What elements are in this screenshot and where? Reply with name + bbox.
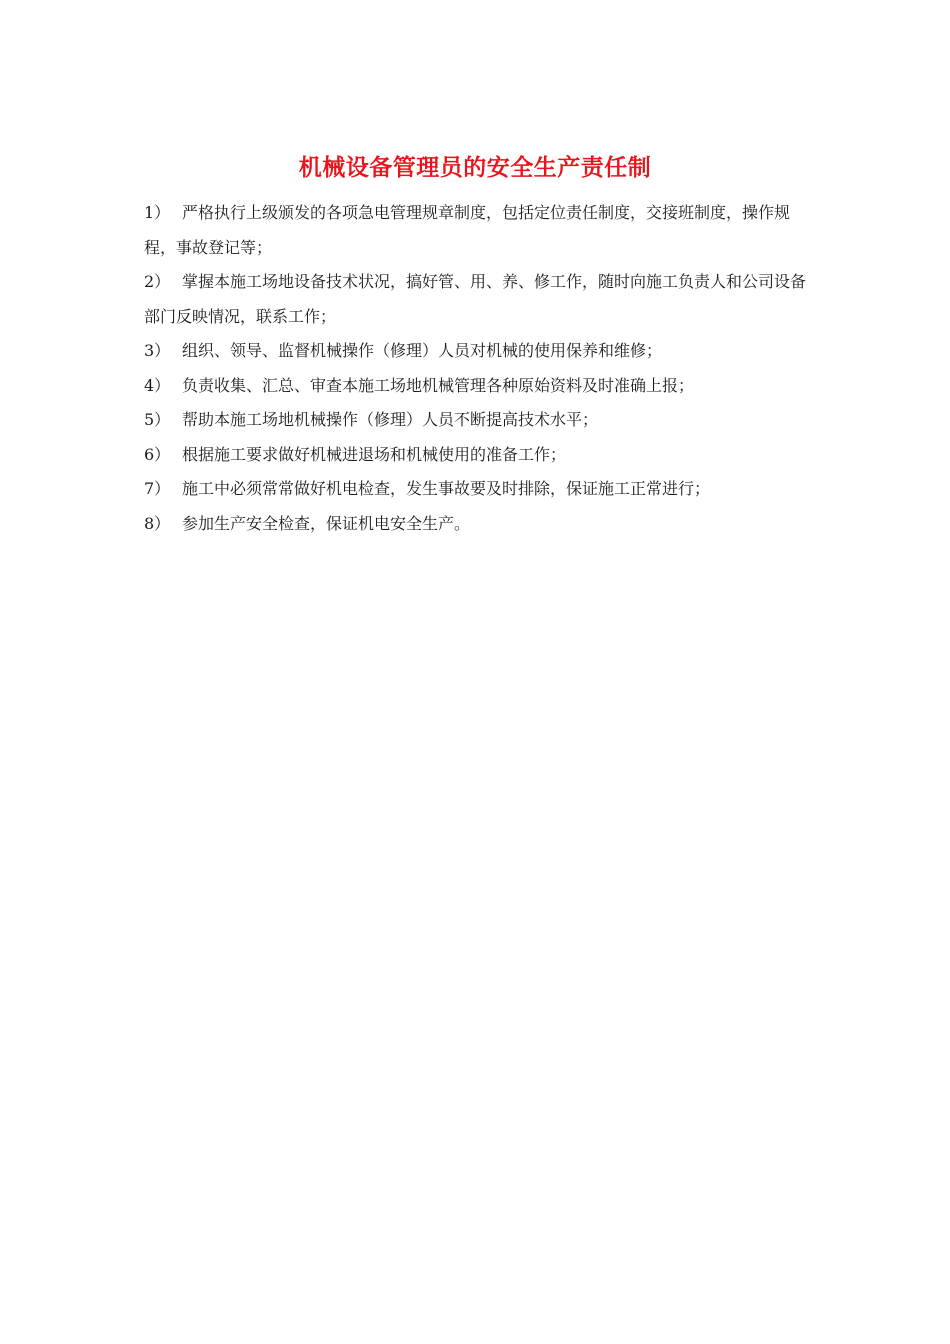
item-number: 4） xyxy=(144,375,171,395)
list-item-7 xyxy=(144,472,812,507)
item-text: 参加生产安全检查，保证机电安全生产。 xyxy=(182,513,471,533)
item-number: 7） xyxy=(144,479,171,498)
item-text: 根据施工要求做好机械进退场和机械使用的准备工作； xyxy=(182,444,567,464)
list-item-6 xyxy=(144,438,812,473)
item-number: 1） xyxy=(144,203,171,222)
list-item-2 xyxy=(144,265,812,334)
document-body xyxy=(144,196,812,541)
list-item-4 xyxy=(144,369,812,404)
list-item-5 xyxy=(144,403,812,438)
item-number: 3） xyxy=(144,341,171,360)
item-number: 2） xyxy=(144,272,171,291)
item-number: 8） xyxy=(144,513,171,533)
item-number: 5） xyxy=(144,410,171,429)
item-text: 严格执行上级颁发的各项急电管理规章制度，包括定位责任制度，交接班制度，操作规程，事故登记等； xyxy=(144,203,791,257)
list-item-1 xyxy=(144,196,812,265)
item-text: 帮助本施工场地机械操作（修理）人员不断提高技术水平； xyxy=(182,410,599,429)
item-number: 6） xyxy=(144,444,171,464)
item-text: 掌握本施工场地设备技术状况，搞好管、用、养、修工作，随时向施工负责人和公司设备部门反映情况，联系工作； xyxy=(144,272,807,326)
list-item-8 xyxy=(144,507,812,542)
list-item-3 xyxy=(144,334,812,369)
document-title: 机械设备管理员的安全生产责任制 xyxy=(298,154,652,181)
item-text: 负责收集、汇总、审查本施工场地机械管理各种原始资料及时准确上报； xyxy=(182,375,695,395)
item-text: 组织、领导、监督机械操作（修理）人员对机械的使用保养和维修； xyxy=(182,341,663,360)
item-text: 施工中必须常常做好机电检查，发生事故要及时排除，保证施工正常进行； xyxy=(182,479,711,498)
